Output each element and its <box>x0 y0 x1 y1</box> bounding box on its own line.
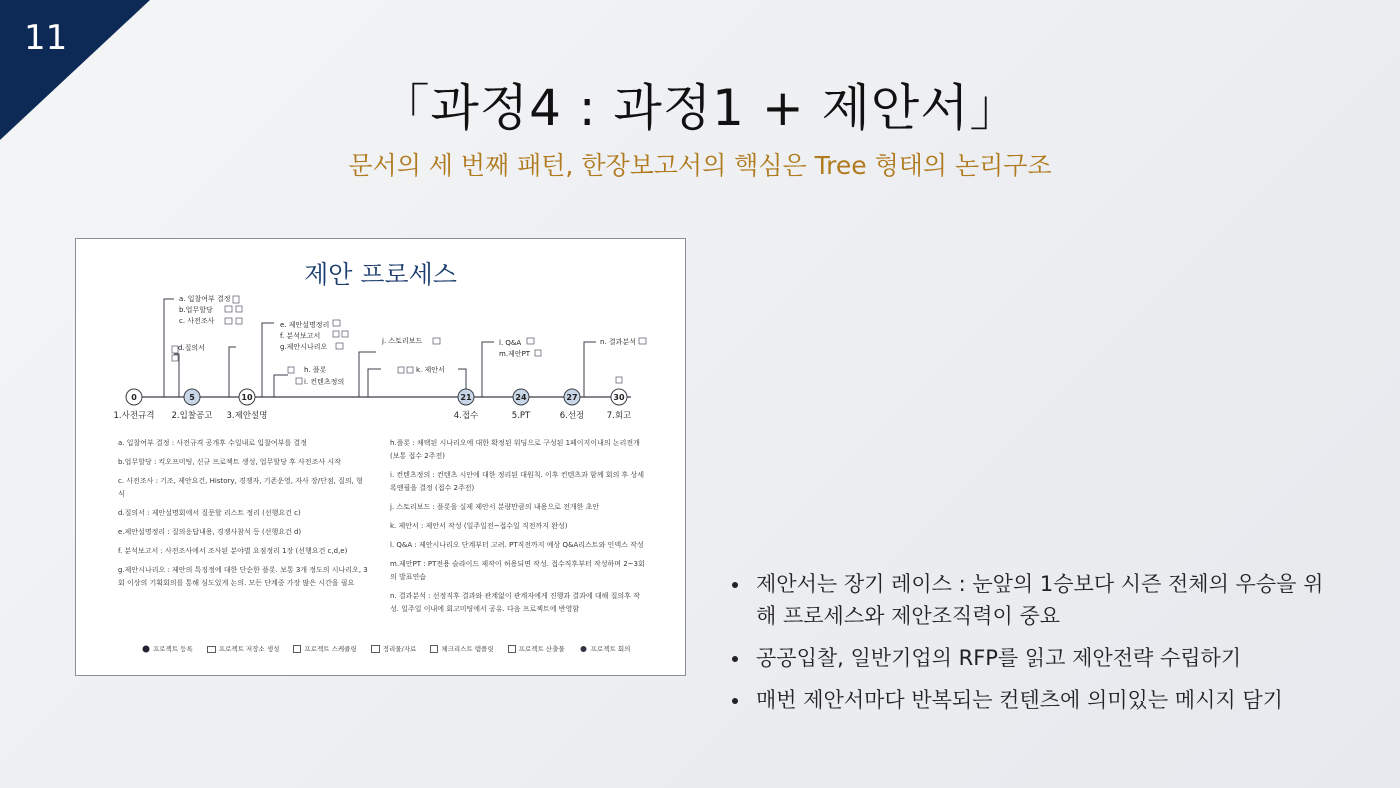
output-icon <box>407 367 413 373</box>
meeting-icon <box>579 645 588 653</box>
timeline-stage-label: 4.접수 <box>453 411 479 421</box>
slide-subtitle: 문서의 세 번째 패턴, 한장보고서의 핵심은 Tree 형태의 논리구조 <box>348 151 1052 180</box>
timeline-node-number: 21 <box>460 393 472 402</box>
output-icon <box>508 645 516 653</box>
legend-label: 프로젝트 회의 <box>590 645 631 653</box>
legend-item <box>508 644 565 653</box>
folder-icon <box>225 306 232 312</box>
document-icon <box>336 343 343 349</box>
callout-l: l. Q&A <box>499 339 522 347</box>
checklist-icon <box>430 645 438 653</box>
checklist-icon <box>333 331 339 337</box>
legend-label: 프로젝트 저장소 생성 <box>218 645 280 653</box>
calendar-icon <box>236 306 242 312</box>
desc-n: n. 결과분석 : 선정직후 결과와 관계없이 관계자에게 진행과 결과에 대해 질의후 작성. 일주일 이내에 회고미팅에서 공유. 다음 프로젝트에 반영함 <box>390 592 640 613</box>
timeline-stage-label: 1.사전규격 <box>113 411 155 421</box>
legend-label: 체크리스트 템플릿 <box>441 645 494 653</box>
document-icon <box>333 320 340 326</box>
timeline-stage-label: 7.회고 <box>606 411 632 421</box>
figure-legend <box>142 644 630 653</box>
slide-number: 11 <box>24 18 68 58</box>
connector-e <box>262 323 274 397</box>
callout-j: j. 스토리보드 <box>382 337 423 345</box>
callout-i: i. 컨텐츠정의 <box>304 378 345 386</box>
figure-title: 제안 프로세스 <box>304 260 457 289</box>
timeline-stage-label: 5.PT <box>511 411 531 421</box>
desc-d: d.질의서 : 제안설명회에서 질문할 리스트 정리 (선행요건 c) <box>118 509 301 517</box>
callout-a: a. 입찰여부 결정 <box>179 295 231 303</box>
legend-label: 프로젝트 등록 <box>153 645 193 653</box>
connector-k <box>368 369 381 397</box>
timeline-stage-label: 6.선정 <box>559 411 585 421</box>
document-icon <box>527 338 534 344</box>
desc-e: e.제안설명정리 : 질의응답내용, 경쟁사참석 등 (선행요건 d) <box>118 528 302 536</box>
check-icon <box>142 645 150 653</box>
check-icon <box>233 296 239 303</box>
desc-b: b.업무할당 : 킥오프미팅, 신규 프로젝트 생성, 업무할당 후 사전조사 시작 <box>118 458 341 466</box>
callout-b: b.업무할당 <box>179 306 213 314</box>
legend-label: 정리물/자료 <box>382 645 417 653</box>
timeline-node-number: 27 <box>566 393 578 402</box>
calendar-icon <box>293 645 301 653</box>
connector-d2 <box>229 347 236 397</box>
desc-h: h.플롯 : 채택된 시나리오에 대한 확정된 워딩으로 구성된 1페이지이내의 논리전개 (보통 접수 2주전) <box>390 439 640 460</box>
desc-k: k. 제안서 : 제안서 작성 (일주일전~접수일 직전까지 완성) <box>390 522 568 530</box>
meeting-icon <box>288 367 294 373</box>
connector-h <box>274 375 288 397</box>
callout-n: n. 결과분석 <box>600 338 636 346</box>
callout-m: m.제안PT <box>499 350 531 358</box>
desc-m: m.제안PT : PT전용 슬라이드 제작이 허용되면 작성. 접수직후부터 작성하며 2~3회의 발표연습 <box>390 560 645 581</box>
legend-item <box>293 644 356 653</box>
legend-label: 프로젝트 산출물 <box>518 645 565 653</box>
timeline-node-number: 5 <box>189 393 195 402</box>
folder-icon <box>207 645 216 653</box>
legend-label: 프로젝트 스케쥴링 <box>304 645 357 653</box>
callout-e: e. 제안설명정리 <box>280 321 330 329</box>
bullet-item: 매번 제안서마다 반복되는 컨텐츠에 의미있는 메시지 담기 <box>728 684 1328 716</box>
document-icon <box>172 355 178 361</box>
callout-d: d.질의서 <box>178 344 205 352</box>
desc-c: c. 사전조사 : 기조, 제안요건, History, 경쟁자, 기존운영, 자사 장/단점, 질의, 형식 <box>118 477 363 498</box>
process-figure <box>75 238 686 676</box>
document-icon <box>342 331 348 337</box>
slide-title: 「과정4 : 과정1 + 제안서」 <box>379 79 1021 137</box>
desc-j: j. 스토리보드 : 플롯을 실제 제안서 분량만큼의 내용으로 전개한 초안 <box>390 503 600 511</box>
desc-g: g.제안시나리오 : 제안의 특징정에 대한 단순한 플롯. 보통 3개 정도의 시나리오, 3회 이상의 기획회의를 통해 심도있게 논의. 모든 단계중 가장 많은 시간을 필요 <box>118 566 368 587</box>
desc-l: l. Q&A : 제안시나리오 단계부터 고려. PT직전까지 예상 Q&A리스트와 인덱스 작성 <box>390 541 644 549</box>
meeting-icon <box>398 367 404 373</box>
legend-item <box>207 644 280 653</box>
desc-a: a. 입찰여부 결정 : 사전규격 공개후 수일내로 입찰여부를 결정 <box>118 439 307 447</box>
callout-h: h. 플롯 <box>304 366 327 374</box>
document-icon <box>371 645 380 653</box>
document-icon <box>225 318 232 324</box>
desc-f: f. 분석보고서 : 사전조사에서 조사된 분야별 요점정리 1장 (선행요건 c,d,e) <box>118 547 348 555</box>
legend-item <box>142 644 193 653</box>
bullet-item: 제안서는 장기 레이스 : 눈앞의 1승보다 시즌 전체의 우승을 위해 프로세스와 제안조직력이 중요 <box>728 568 1328 632</box>
checklist-icon <box>236 318 242 324</box>
legend-item <box>579 644 631 653</box>
document-icon <box>639 338 646 344</box>
callout-g: g.제안시나리오 <box>280 343 328 351</box>
descriptions-left <box>118 437 368 596</box>
desc-i: i. 컨텐츠정의 : 컨텐츠 시안에 대한 정리된 대원칙. 이후 컨텐츠과 함께 회의 후 상세 록앤필을 결정 (접수 2주전) <box>390 471 645 492</box>
bullet-item: 공공입찰, 일반기업의 RFP를 읽고 제안전략 수립하기 <box>728 642 1328 674</box>
output-icon <box>535 350 541 356</box>
timeline-stage-label: 3.제안설명 <box>226 411 268 421</box>
bullet-list <box>728 568 1328 726</box>
callout-k: k. 제안서 <box>416 366 445 374</box>
timeline-node-number: 30 <box>613 393 625 402</box>
document-icon <box>433 338 440 344</box>
timeline-node-number: 24 <box>515 393 527 402</box>
legend-item <box>371 644 417 653</box>
timeline-node-number: 10 <box>241 393 253 402</box>
timeline-node-number: 0 <box>131 393 137 402</box>
meeting-icon <box>616 377 622 383</box>
callout-c: c. 사전조사 <box>179 317 215 325</box>
descriptions-right <box>390 437 648 622</box>
connector-l <box>482 342 494 397</box>
connector-n <box>584 342 596 397</box>
timeline-stage-label: 2.입찰공고 <box>171 411 213 421</box>
callout-f: f. 분석보고서 <box>280 332 321 340</box>
output-icon <box>296 378 302 384</box>
connector-a <box>164 299 174 397</box>
legend-item <box>430 644 493 653</box>
